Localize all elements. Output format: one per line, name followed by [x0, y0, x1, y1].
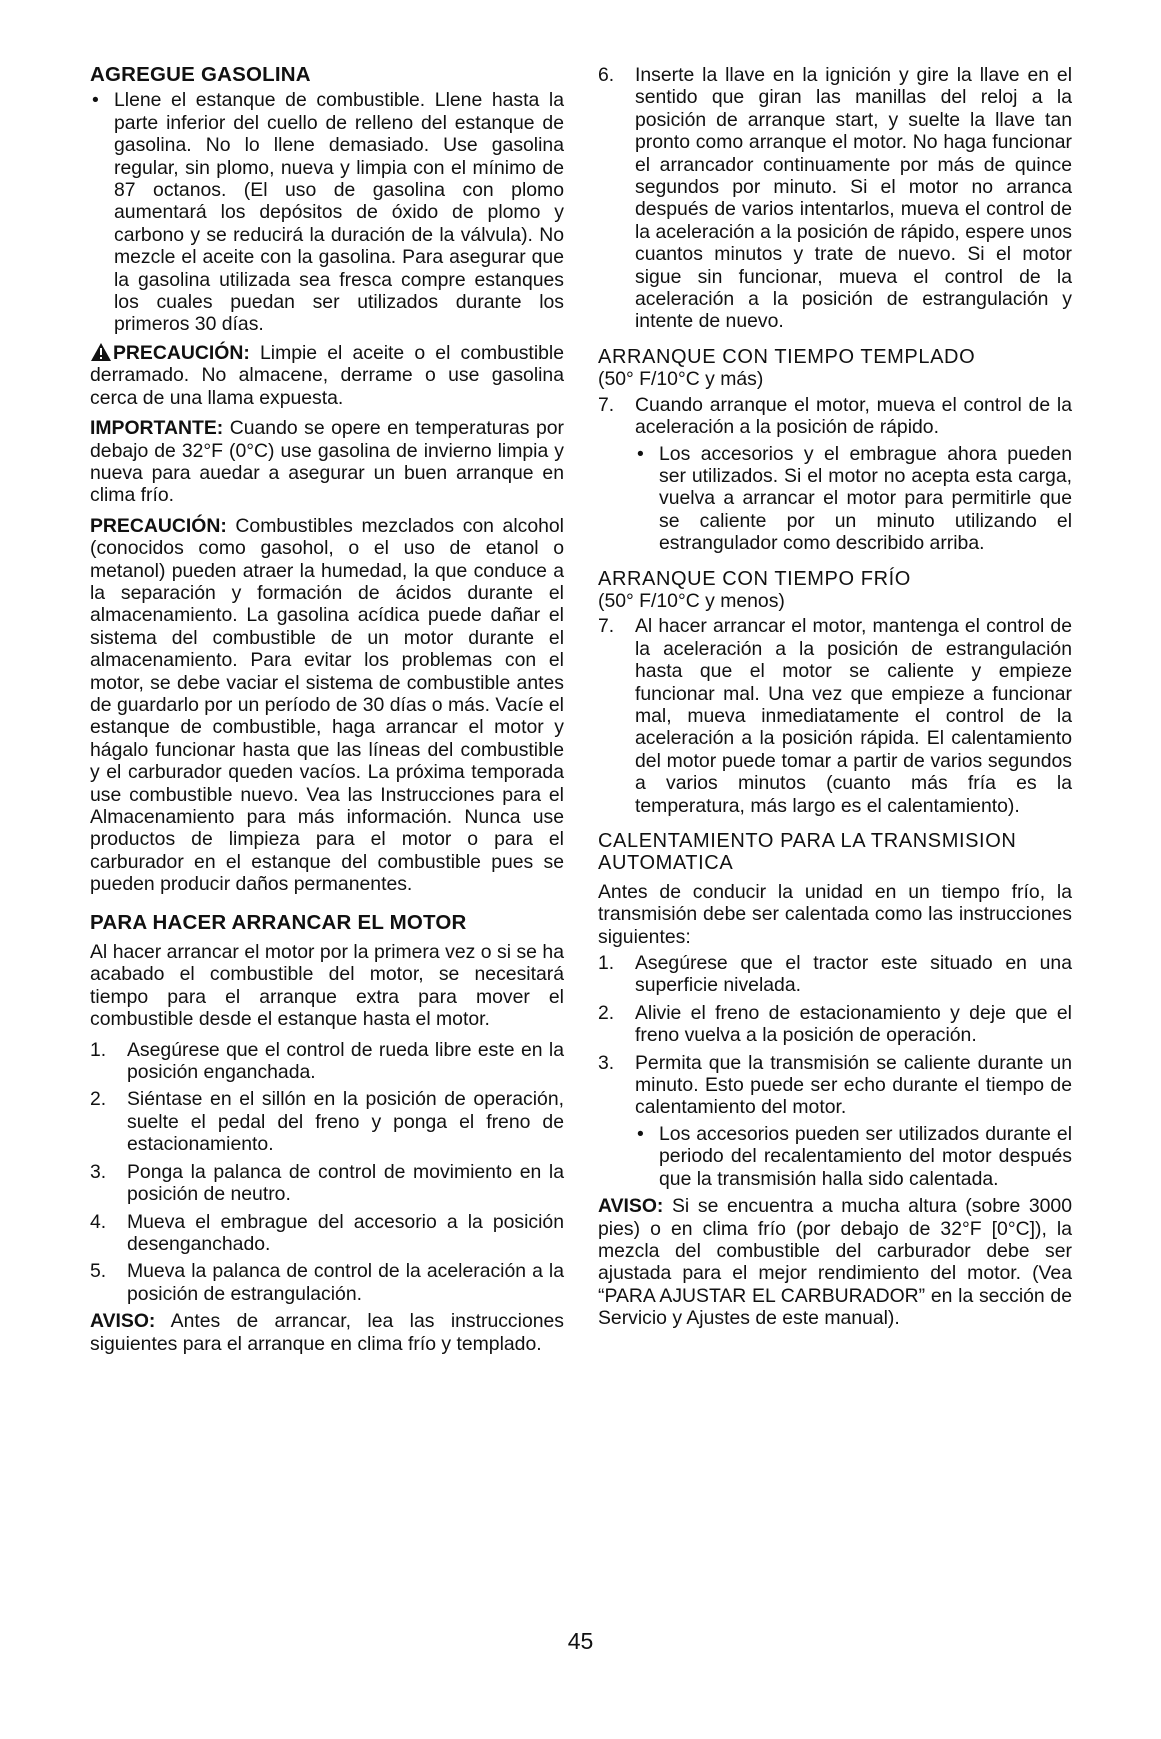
notice-text: Antes de arrancar, lea las instrucciones siguientes para el arranque en clima frío y templado. [90, 1310, 564, 1355]
start-step: 3. Ponga la palanca de control de movimiento en la posición de neutro. [90, 1160, 564, 1206]
notice-paragraph-right [598, 1195, 1072, 1329]
warm-start-subheading: (50° F/10°C y más) [598, 368, 764, 391]
caution-paragraph-1 [90, 342, 564, 409]
start-step: 1. Asegúrese que el control de rueda libre este en la posición enganchada. [90, 1038, 564, 1084]
transmission-heading: CALENTAMIENTO PARA LA TRANSMISION AUTOMATICA [598, 830, 1017, 875]
notice-text: Si se encuentra a mucha altura (sobre 3000 pies) o en clima frío (por debajo de 32°F [0°C]), la mezcla del combustible del carburador debe ser ajustada para el mejor rendimiento del motor. (Vea “PARA AJUSTAR EL CARBURADOR” en la sección de Servicio y Ajustes de este manual). [598, 1195, 1072, 1330]
step-6-list [598, 64, 1072, 333]
cold-start-steps [598, 615, 1072, 817]
warm-start-bullet: • Los accesorios y el embrague ahora pueden ser utilizados. Si el motor no acepta esta carga, vuelva a arrancar el motor para permitirle que se caliente por un minuto utilizando el estrangulador como describido arriba. [635, 443, 1072, 555]
transmission-steps [598, 952, 1072, 1190]
important-label: IMPORTANTE: [90, 417, 224, 440]
warm-start-step: 7. Cuando arranque el motor, mueva el control de la aceleración a la posición de rápido. • Los accesorios y el embrague ahora pueden ser utilizados. Si el motor no acepta esta carga, vuelva a arrancar el motor para permitirle que se caliente por un minuto utilizando el estrangulador como describido arriba. [598, 394, 1072, 555]
transmission-bullet: • Los accesorios pueden ser utilizados durante el periodo del recalentamiento del motor después que la transmisión halla sido calentada. [635, 1123, 1072, 1190]
transmission-step: 2. Alivie el freno de estacionamiento y deje que el freno vuelva a la posición de operación. [598, 1001, 1072, 1047]
important-paragraph [90, 417, 564, 507]
cold-start-step: 7. Al hacer arrancar el motor, mantenga el control de la aceleración a la posición de estrangulación hasta que el motor se caliente y empieze funcionar mal. Una vez que empieze a funcionar mal, mueva inmediatamente el control de la aceleración a la posición rápida. El calentamiento del motor puede tomar a partir de varios segundos a varios minutos (cuanto más fría es la temperatura, más largo es el calentamiento). [598, 615, 1072, 817]
start-engine-steps [90, 1039, 564, 1305]
warm-start-heading: ARRANQUE CON TIEMPO TEMPLADO [598, 345, 976, 368]
right-column [598, 64, 1072, 1330]
add-fuel-list [90, 89, 564, 335]
caution-text-2: Combustibles mezclados con alcohol (conocidos como gasohol, o el uso de etanol o metanol) pueden atraer la humedad, la que conduce a la separación y formación de ácidos durante el almacenamiento. La gasolina acídica puede dañar el sistema del combustible de un motor durante el almacenamiento. Para evitar los problemas con el motor, se debe vaciar el sistema de combustible antes de guardarlo por un período de 30 días o más. Vacíe el estanque de combustible, haga arrancar el motor y hágalo funcionar hasta que las líneas del combustible y el carburador queden vacíos. La próxima temporada use combustible nuevo. Vea las Instrucciones para el Almacenamiento para más información. Nunca use productos de limpieza para el motor o para el carburador en el estanque del combustible pues se pueden producir daños permanentes. [90, 514, 564, 896]
important-text: Cuando se opere en temperaturas por debajo de 32°F (0°C) use gasolina de invierno limpia y nueva para auedar a asegurar un buen arranque en clima frío. [90, 417, 564, 507]
transmission-step: 1. Asegúrese que el tractor este situado en una superficie nivelada. [598, 952, 1072, 997]
start-step: 5. Mueva la palanca de control de la aceleración a la posición de estrangulación. [90, 1260, 564, 1305]
cold-start-heading: ARRANQUE CON TIEMPO FRÍO [598, 567, 911, 590]
transmission-intro: Antes de conducir la unidad en un tiempo frío, la transmisión debe ser calentada como las instrucciones siguientes: [598, 880, 1072, 948]
notice-label: AVISO: [598, 1195, 664, 1218]
notice-paragraph-left [90, 1310, 564, 1355]
transmission-step: 3. Permita que la transmisión se caliente durante un minuto. Esto puede ser echo durante el tiempo de calentamiento del motor. • Los accesorios pueden ser utilizados durante el periodo del recalentamiento del motor después que la transmisión halla sido calentada. [598, 1052, 1072, 1190]
start-engine-heading: PARA HACER ARRANCAR EL MOTOR [90, 910, 467, 934]
caution-paragraph-2 [90, 515, 564, 896]
start-step: 2. Siéntase en el sillón en la posición de operación, suelte el pedal del freno y ponga el freno de estacionamiento. [90, 1088, 564, 1156]
caution-label-2: PRECAUCIÓN: [90, 514, 227, 537]
warm-start-steps [598, 394, 1072, 555]
cold-start-subheading: (50° F/10°C y menos) [598, 589, 785, 612]
start-step: 6. Inserte la llave en la ignición y gire la llave en el sentido que giran las manillas del reloj a la posición de arranque start, y suelte la llave tan pronto como arranque el motor. No haga funcionar el arrancador continuamente por más de quince segundos por minuto. Si el motor no arranca después de varios intentarlos, mueva el control de la aceleración a la posición de rápido, espere unos cuantos minutos y trate de nuevo. Si el motor sigue sin funcionar, mueva el control de la aceleración a la posición de estrangulación y intente de nuevo. [598, 64, 1072, 333]
add-fuel-heading: AGREGUE GASOLINA [90, 63, 311, 86]
left-column [90, 64, 564, 1355]
caution-label: PRECAUCIÓN: [113, 341, 250, 364]
page-number: 45 [567, 1628, 594, 1654]
warning-triangle-icon [90, 342, 112, 362]
start-step: 4. Mueva el embrague del accesorio a la posición desenganchado. [90, 1210, 564, 1255]
add-fuel-bullet: • Llene el estanque de combustible. Llene hasta la parte inferior del cuello de relleno del estanque de gasolina. No lo llene demasiado. Use gasolina regular, sin plomo, nueva y limpia con el mínimo de 87 octanos. (El uso de gasolina con plomo aumentará los depósitos de óxido de plomo y carbono y se reducirá la duración de la válvula). No mezcle el aceite con la gasolina. Para asegurar que la gasolina utilizada sea fresca compre estanques los cuales puedan ser utilizados durante los primeros 30 días. [90, 89, 564, 335]
notice-label: AVISO: [90, 1310, 156, 1333]
caution-text: Limpie el aceite o el combustible derramado. No almacene, derrame o use gasolina cerca de una llama expuesta. [90, 341, 564, 409]
start-engine-intro: Al hacer arrancar el motor por la primera vez o si se ha acabado el combustible del motor, se necesitará tiempo para el arranque extra para mover el combustible desde el estanque hasta el motor. [90, 941, 564, 1031]
